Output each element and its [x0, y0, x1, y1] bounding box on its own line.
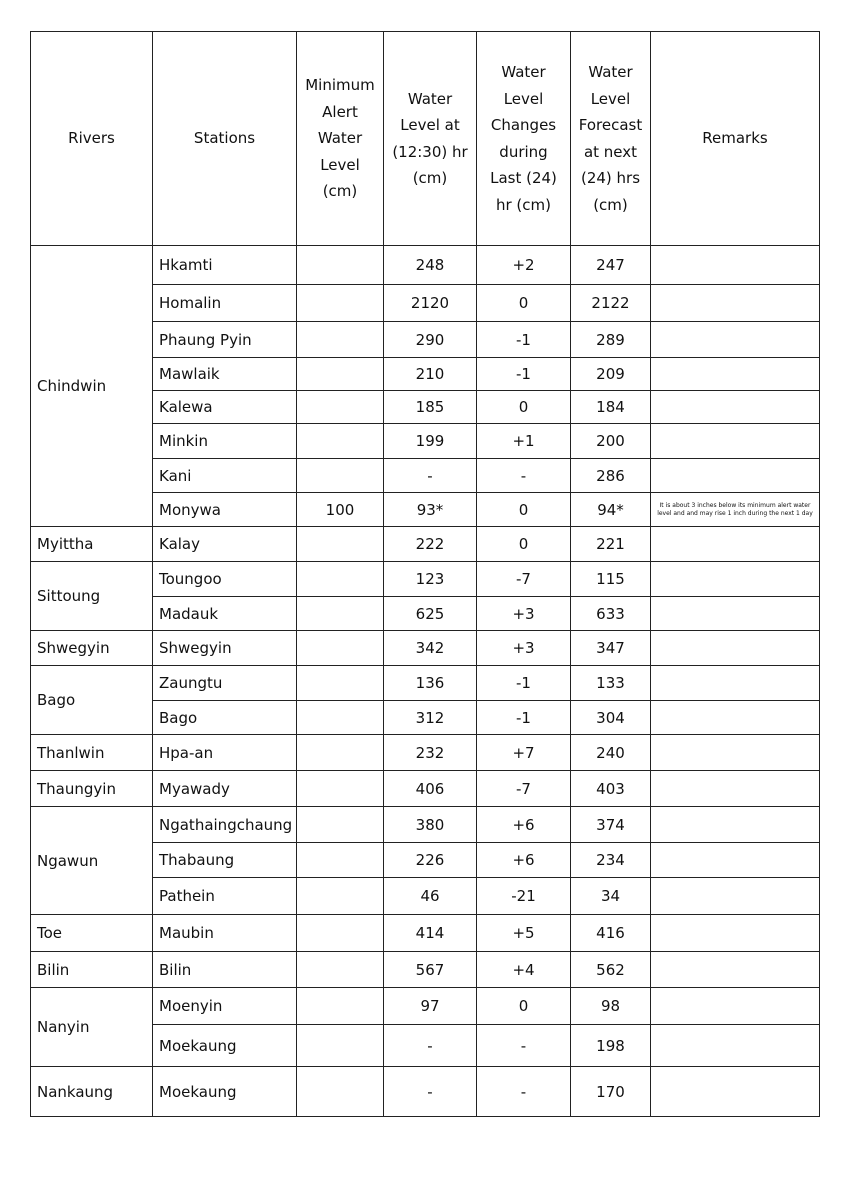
station-name-cell: Mawlaik	[153, 358, 297, 391]
station-name-cell: Homalin	[153, 285, 297, 322]
station-name-cell: Moenyin	[153, 988, 297, 1025]
min-alert-cell	[297, 285, 384, 322]
level-change-cell: -1	[477, 666, 571, 701]
forecast-cell: 240	[571, 735, 651, 771]
station-name-cell: Shwegyin	[153, 631, 297, 666]
remarks-cell	[651, 1025, 820, 1067]
remarks-cell	[651, 285, 820, 322]
table-row	[31, 666, 820, 701]
station-name-cell: Kalewa	[153, 391, 297, 424]
forecast-cell: 184	[571, 391, 651, 424]
forecast-cell: 304	[571, 701, 651, 735]
remarks-cell	[651, 878, 820, 915]
station-name-cell: Thabaung	[153, 843, 297, 878]
water-level-cell: 222	[384, 527, 477, 562]
forecast-cell: 562	[571, 952, 651, 988]
water-level-cell: 380	[384, 807, 477, 843]
remarks-cell	[651, 915, 820, 952]
level-change-cell: -21	[477, 878, 571, 915]
remarks-cell	[651, 666, 820, 701]
remarks-cell	[651, 843, 820, 878]
min-alert-cell	[297, 915, 384, 952]
min-alert-cell	[297, 701, 384, 735]
header-stations: Stations	[153, 32, 297, 246]
forecast-cell: 374	[571, 807, 651, 843]
level-change-cell: +7	[477, 735, 571, 771]
forecast-cell: 234	[571, 843, 651, 878]
min-alert-cell	[297, 391, 384, 424]
table-row	[31, 771, 820, 807]
station-name-cell: Pathein	[153, 878, 297, 915]
water-level-cell: 136	[384, 666, 477, 701]
forecast-cell: 98	[571, 988, 651, 1025]
level-change-cell: +6	[477, 807, 571, 843]
min-alert-cell	[297, 771, 384, 807]
forecast-cell: 170	[571, 1067, 651, 1117]
min-alert-cell	[297, 631, 384, 666]
remarks-cell	[651, 459, 820, 493]
station-name-cell: Phaung Pyin	[153, 322, 297, 358]
level-change-cell: +2	[477, 246, 571, 285]
station-name-cell: Zaungtu	[153, 666, 297, 701]
river-name-cell: Shwegyin	[31, 631, 153, 666]
min-alert-cell	[297, 1025, 384, 1067]
level-change-cell: 0	[477, 493, 571, 527]
level-change-cell: -	[477, 1025, 571, 1067]
remarks-cell	[651, 391, 820, 424]
remarks-cell	[651, 246, 820, 285]
water-level-cell: 97	[384, 988, 477, 1025]
remarks-cell	[651, 631, 820, 666]
water-level-cell: 232	[384, 735, 477, 771]
min-alert-cell	[297, 807, 384, 843]
table-row	[31, 1067, 820, 1117]
water-level-cell: 342	[384, 631, 477, 666]
river-name-cell: Thanlwin	[31, 735, 153, 771]
table-row	[31, 952, 820, 988]
min-alert-cell	[297, 424, 384, 459]
water-level-cell: 2120	[384, 285, 477, 322]
water-level-cell: 93*	[384, 493, 477, 527]
min-alert-cell	[297, 358, 384, 391]
station-name-cell: Moekaung	[153, 1025, 297, 1067]
forecast-cell: 247	[571, 246, 651, 285]
remarks-cell: It is about 3 inches below its minimum alert water level and and may rise 1 inch during the next 1 day	[651, 493, 820, 527]
level-change-cell: 0	[477, 391, 571, 424]
river-name-cell: Nankaung	[31, 1067, 153, 1117]
header-changes: Water Level Changes during Last (24) hr (cm)	[477, 32, 571, 246]
river-name-cell: Nanyin	[31, 988, 153, 1067]
min-alert-cell	[297, 597, 384, 631]
remarks-cell	[651, 358, 820, 391]
header-row	[31, 32, 820, 246]
remarks-cell	[651, 527, 820, 562]
water-level-cell: 312	[384, 701, 477, 735]
level-change-cell: -7	[477, 562, 571, 597]
table-row	[31, 915, 820, 952]
level-change-cell: +6	[477, 843, 571, 878]
river-name-cell: Thaungyin	[31, 771, 153, 807]
forecast-cell: 198	[571, 1025, 651, 1067]
min-alert-cell	[297, 322, 384, 358]
min-alert-cell	[297, 1067, 384, 1117]
forecast-cell: 2122	[571, 285, 651, 322]
remarks-cell	[651, 807, 820, 843]
station-name-cell: Kani	[153, 459, 297, 493]
min-alert-cell	[297, 878, 384, 915]
forecast-cell: 221	[571, 527, 651, 562]
station-name-cell: Hpa-an	[153, 735, 297, 771]
forecast-cell: 115	[571, 562, 651, 597]
min-alert-cell	[297, 988, 384, 1025]
level-change-cell: +4	[477, 952, 571, 988]
forecast-cell: 289	[571, 322, 651, 358]
forecast-cell: 200	[571, 424, 651, 459]
min-alert-cell	[297, 246, 384, 285]
river-name-cell: Myittha	[31, 527, 153, 562]
min-alert-cell	[297, 527, 384, 562]
level-change-cell: 0	[477, 527, 571, 562]
water-level-cell: 199	[384, 424, 477, 459]
min-alert-cell	[297, 666, 384, 701]
table-body	[31, 246, 820, 1117]
river-name-cell: Sittoung	[31, 562, 153, 631]
header-water-level: Water Level at (12:30) hr (cm)	[384, 32, 477, 246]
min-alert-cell: 100	[297, 493, 384, 527]
water-level-cell: 210	[384, 358, 477, 391]
water-level-cell: -	[384, 459, 477, 493]
water-level-cell: 567	[384, 952, 477, 988]
level-change-cell: -1	[477, 322, 571, 358]
table-row	[31, 807, 820, 843]
header-remarks: Remarks	[651, 32, 820, 246]
level-change-cell: 0	[477, 285, 571, 322]
station-name-cell: Ngathaingchaung	[153, 807, 297, 843]
river-name-cell: Ngawun	[31, 807, 153, 915]
station-name-cell: Maubin	[153, 915, 297, 952]
station-name-cell: Kalay	[153, 527, 297, 562]
forecast-cell: 133	[571, 666, 651, 701]
level-change-cell: -7	[477, 771, 571, 807]
remarks-cell	[651, 597, 820, 631]
level-change-cell: -1	[477, 701, 571, 735]
forecast-cell: 403	[571, 771, 651, 807]
header-rivers: Rivers	[31, 32, 153, 246]
header-forecast: Water Level Forecast at next (24) hrs (cm)	[571, 32, 651, 246]
table-row	[31, 735, 820, 771]
river-name-cell: Bilin	[31, 952, 153, 988]
water-level-cell: 414	[384, 915, 477, 952]
remarks-cell	[651, 1067, 820, 1117]
remarks-cell	[651, 562, 820, 597]
min-alert-cell	[297, 459, 384, 493]
station-name-cell: Myawady	[153, 771, 297, 807]
table-row	[31, 562, 820, 597]
level-change-cell: +5	[477, 915, 571, 952]
station-name-cell: Toungoo	[153, 562, 297, 597]
water-level-cell: -	[384, 1067, 477, 1117]
forecast-cell: 347	[571, 631, 651, 666]
water-level-cell: -	[384, 1025, 477, 1067]
level-change-cell: +1	[477, 424, 571, 459]
remarks-cell	[651, 424, 820, 459]
table-row	[31, 988, 820, 1025]
river-name-cell: Chindwin	[31, 246, 153, 527]
level-change-cell: +3	[477, 597, 571, 631]
station-name-cell: Madauk	[153, 597, 297, 631]
remarks-cell	[651, 322, 820, 358]
station-name-cell: Hkamti	[153, 246, 297, 285]
water-level-cell: 185	[384, 391, 477, 424]
station-name-cell: Bilin	[153, 952, 297, 988]
level-change-cell: -	[477, 459, 571, 493]
forecast-cell: 416	[571, 915, 651, 952]
river-name-cell: Toe	[31, 915, 153, 952]
remarks-cell	[651, 771, 820, 807]
forecast-cell: 34	[571, 878, 651, 915]
water-level-cell: 290	[384, 322, 477, 358]
level-change-cell: 0	[477, 988, 571, 1025]
water-level-cell: 248	[384, 246, 477, 285]
forecast-cell: 633	[571, 597, 651, 631]
min-alert-cell	[297, 562, 384, 597]
min-alert-cell	[297, 952, 384, 988]
station-name-cell: Bago	[153, 701, 297, 735]
station-name-cell: Moekaung	[153, 1067, 297, 1117]
water-level-cell: 625	[384, 597, 477, 631]
table-row	[31, 246, 820, 285]
water-level-cell: 46	[384, 878, 477, 915]
min-alert-cell	[297, 843, 384, 878]
level-change-cell: +3	[477, 631, 571, 666]
min-alert-cell	[297, 735, 384, 771]
forecast-cell: 286	[571, 459, 651, 493]
forecast-cell: 209	[571, 358, 651, 391]
water-level-cell: 123	[384, 562, 477, 597]
remarks-cell	[651, 735, 820, 771]
river-name-cell: Bago	[31, 666, 153, 735]
water-level-table	[30, 31, 820, 1117]
station-name-cell: Minkin	[153, 424, 297, 459]
forecast-cell: 94*	[571, 493, 651, 527]
remarks-cell	[651, 701, 820, 735]
station-name-cell: Monywa	[153, 493, 297, 527]
header-min-alert: Minimum Alert Water Level (cm)	[297, 32, 384, 246]
remarks-cell	[651, 988, 820, 1025]
remarks-cell	[651, 952, 820, 988]
table-row	[31, 631, 820, 666]
table-row	[31, 527, 820, 562]
water-level-cell: 226	[384, 843, 477, 878]
level-change-cell: -	[477, 1067, 571, 1117]
water-level-cell: 406	[384, 771, 477, 807]
level-change-cell: -1	[477, 358, 571, 391]
